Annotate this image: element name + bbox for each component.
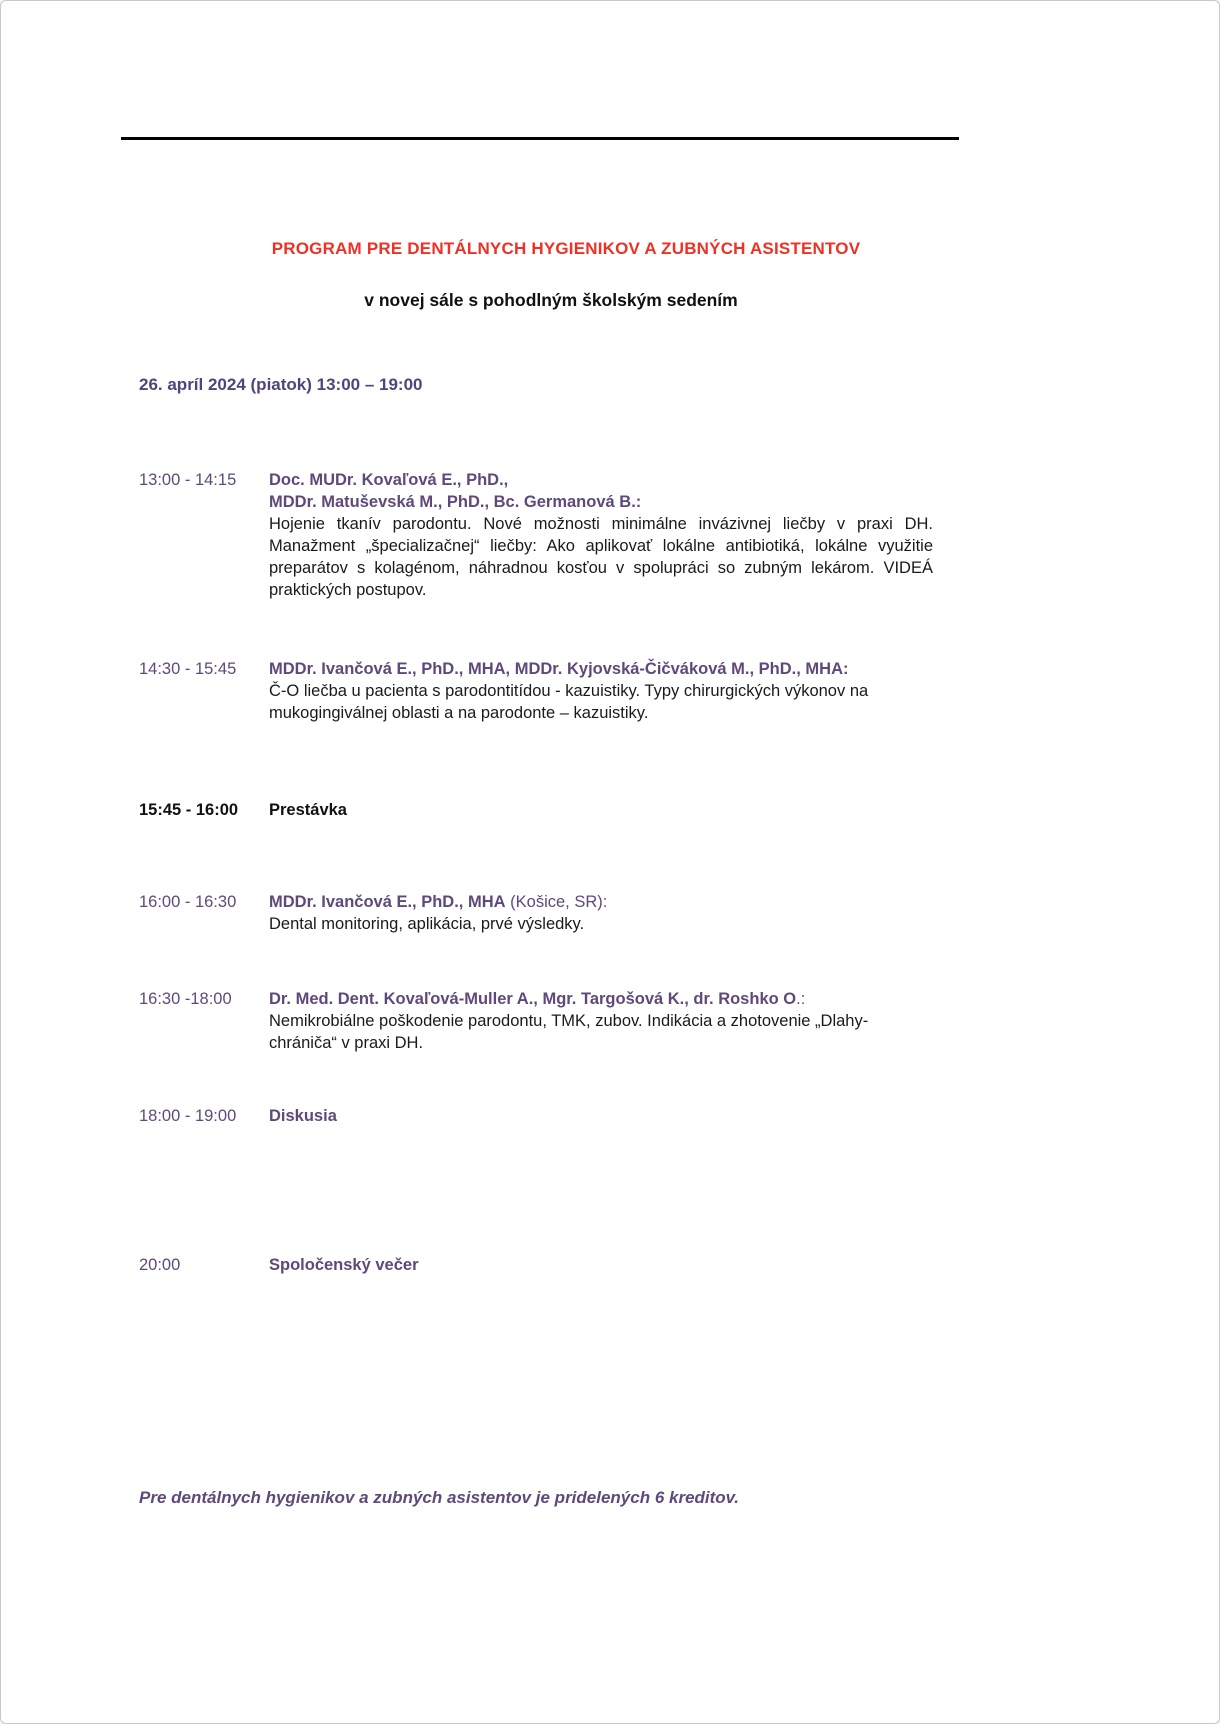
session-speakers bbox=[269, 1254, 933, 1276]
speaker-segment: Diskusia bbox=[269, 1107, 337, 1125]
session-description: Hojenie tkanív parodontu. Nové možnosti minimálne invázivnej liečby v praxi DH. Manažment „špecializačnej“ liečby: Ako aplikovať lokálne antibiotiká, lokálne využitie preparátov s kolagénom, náhradnou kosťou v spolupráci so zubným lekárom. VIDEÁ praktických postupov. bbox=[269, 515, 933, 599]
session-content bbox=[269, 988, 933, 1054]
session-description: Č-O liečba u pacienta s parodontitídou - kazuistiky. Typy chirurgických výkonov na mukogingiválnej oblasti a na parodonte – kazuistiky. bbox=[269, 682, 869, 722]
session-description: Dental monitoring, aplikácia, prvé výsledky. bbox=[269, 915, 585, 933]
session-time: 16:00 - 16:30 bbox=[139, 893, 237, 911]
session-time: 14:30 - 15:45 bbox=[139, 660, 237, 678]
session-content bbox=[269, 658, 933, 724]
session-description: Nemikrobiálne poškodenie parodontu, TMK, zubov. Indikácia a zhotovenie „Dlahy-chrániča“ v praxi DH. bbox=[269, 1012, 869, 1052]
credits-note: Pre dentálnych hygienikov a zubných asistentov je pridelených 6 kreditov. bbox=[139, 1488, 739, 1507]
schedule-row bbox=[139, 1105, 939, 1127]
session-speakers bbox=[269, 491, 933, 513]
speaker-segment: .: bbox=[796, 990, 806, 1008]
speaker-segment: Dr. Med. Dent. Kovaľová-Muller A., Mgr. Targošová K., dr. Roshko O bbox=[269, 990, 797, 1008]
session-speakers bbox=[269, 988, 933, 1010]
session-time: 13:00 - 14:15 bbox=[139, 471, 237, 489]
speaker-segment: MDDr. Ivančová E., PhD., MHA, MDDr. Kyjovská-Čičváková M., PhD., MHA: bbox=[269, 660, 849, 678]
session-time: 16:30 -18:00 bbox=[139, 990, 232, 1008]
schedule-row bbox=[139, 1254, 939, 1276]
schedule-row bbox=[139, 891, 939, 935]
speaker-segment: MDDr. Ivančová E., PhD., MHA bbox=[269, 893, 506, 911]
program-subtitle: v novej sále s pohodlným školským sedením bbox=[364, 290, 738, 310]
session-content bbox=[269, 799, 933, 821]
speaker-segment: Doc. MUDr. Kovaľová E., PhD., bbox=[269, 471, 509, 489]
date-line: 26. apríl 2024 (piatok) 13:00 – 19:00 bbox=[139, 375, 423, 394]
schedule-row bbox=[139, 469, 939, 601]
speaker-segment: Prestávka bbox=[269, 801, 347, 819]
session-time: 18:00 - 19:00 bbox=[139, 1107, 237, 1125]
schedule-row bbox=[139, 658, 939, 724]
session-speakers bbox=[269, 1105, 933, 1127]
session-speakers bbox=[269, 891, 933, 913]
session-content bbox=[269, 1105, 933, 1127]
session-speakers bbox=[269, 658, 933, 680]
session-speakers bbox=[269, 469, 933, 491]
session-time: 20:00 bbox=[139, 1256, 181, 1274]
session-content bbox=[269, 891, 933, 935]
speaker-segment: Spoločenský večer bbox=[269, 1256, 419, 1274]
program-title: PROGRAM PRE DENTÁLNYCH HYGIENIKOV A ZUBNÝCH ASISTENTOV bbox=[271, 239, 861, 258]
session-speakers bbox=[269, 799, 933, 821]
schedule-row bbox=[139, 799, 939, 821]
speaker-segment: MDDr. Matuševská M., PhD., Bc. Germanová B.: bbox=[269, 493, 642, 511]
schedule-row bbox=[139, 988, 939, 1054]
session-content bbox=[269, 1254, 933, 1276]
session-content bbox=[269, 469, 933, 601]
top-divider bbox=[121, 137, 959, 140]
session-time: 15:45 - 16:00 bbox=[139, 801, 239, 819]
speaker-segment: (Košice, SR): bbox=[505, 893, 608, 911]
